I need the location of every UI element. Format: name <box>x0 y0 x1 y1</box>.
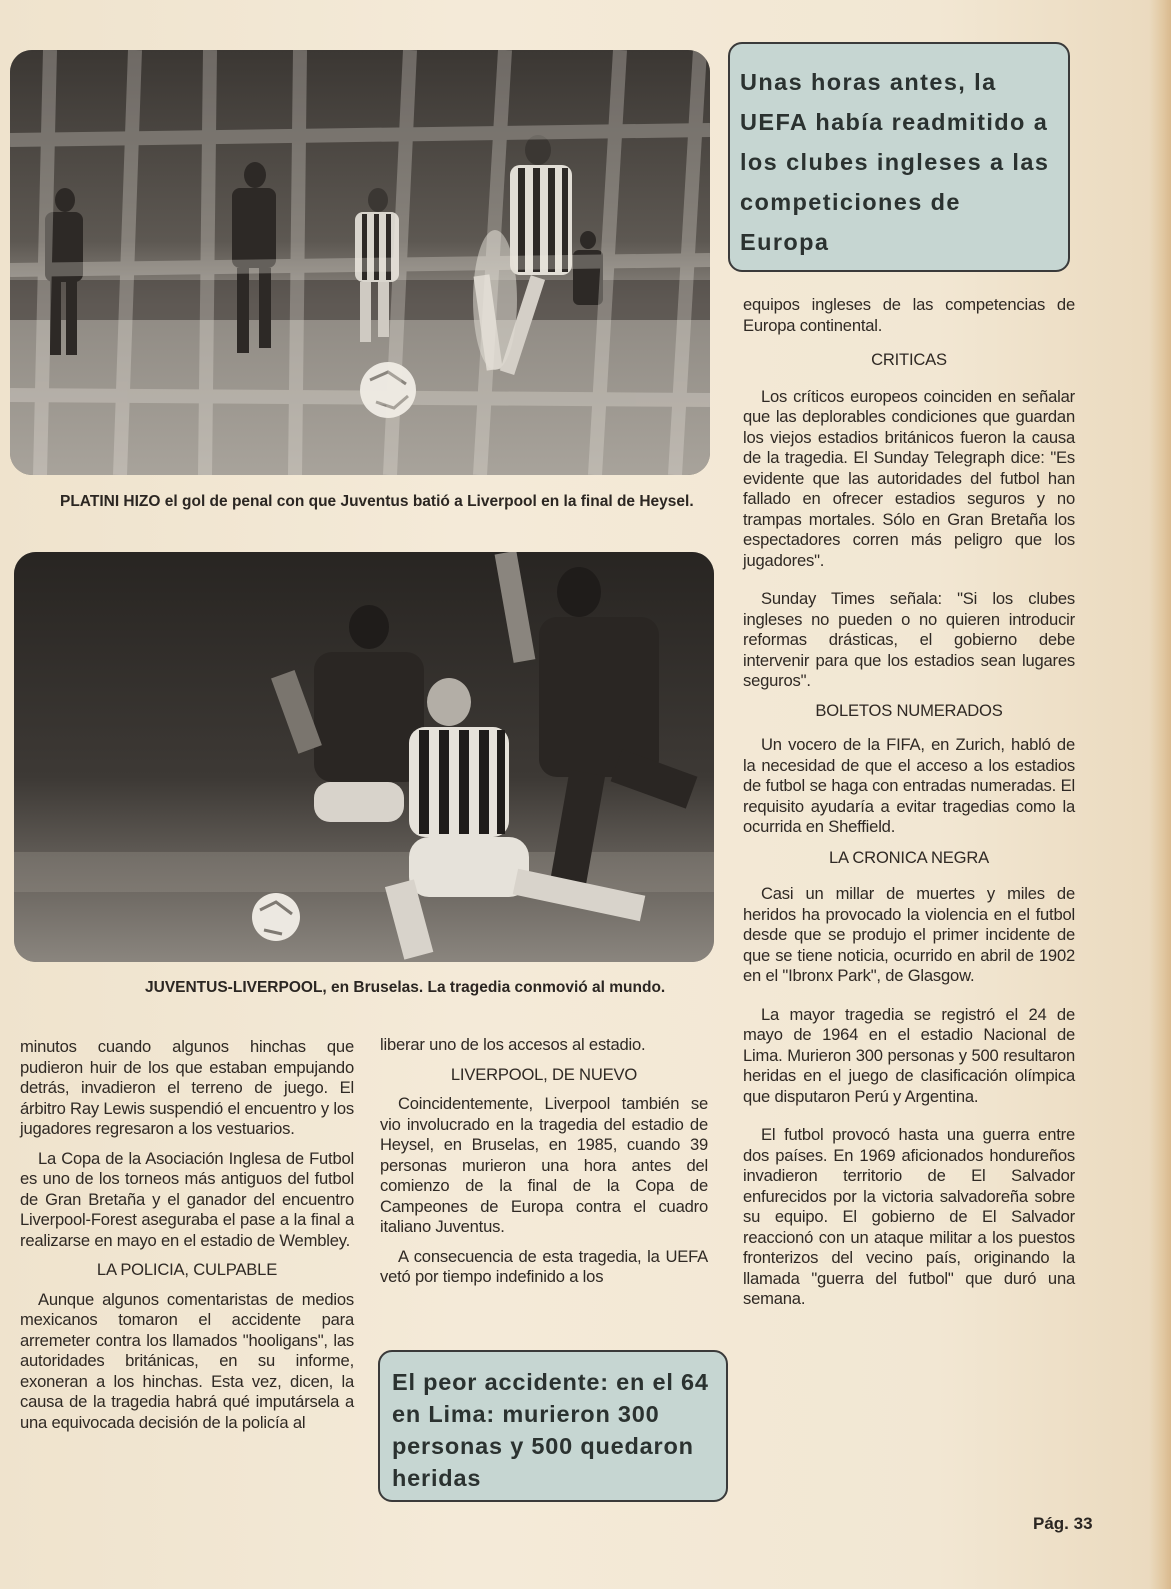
section-heading: LA POLICIA, CULPABLE <box>96 1260 278 1279</box>
paragraph: La mayor tragedia se registró el 24 de mayo de 1964 en el estadio Nacional de Lima. Murieron 300 personas y 500 resultaron heridas en el juego de clasificación olímpica que disputaron Perú y Argentina. <box>743 1004 1075 1106</box>
paragraph: Los críticos europeos coinciden en señalar que las deplorables condiciones que guardan los viejos estadios británicos fueron la causa de la tragedia. El Sunday Telegraph dice: "Es evidente que las autoridades del futbol han fallado en ofrecer estadios seguros y no trampas mortales. Sólo en Gran Bretaña los espectadores corren más peligro que los jugadores". <box>743 386 1075 570</box>
paragraph: La Copa de la Asociación Inglesa de Futbol es uno de los torneos más antiguos del futbol de Gran Bretaña y el ganador del encuentro Liverpool-Forest aseguraba el pase a la final a realizarse en mayo en el estadio de Wembley. <box>20 1148 354 1250</box>
paragraph: A consecuencia de esta tragedia, la UEFA vetó por tiempo indefinido a los <box>380 1246 708 1286</box>
paragraph: Un vocero de la FIFA, en Zurich, habló de la necesidad de que el acceso a los estadios de futbol se haga con entradas numeradas. El requisito ayudaría a evitar tragedias como la ocurrida en Sheffield. <box>743 735 1075 836</box>
paragraph: Sunday Times señala: "Si los clubes ingleses no pueden o no quieren introducir reformas drásticas, el gobierno debe intervenir para que los estadios sean lugares seguros". <box>743 589 1075 690</box>
section-heading: BOLETOS NUMERADOS <box>815 700 1003 720</box>
caption-photo2 <box>145 977 725 998</box>
paragraph: El futbol provocó hasta una guerra entre dos países. En 1969 aficionados hondureños invadieron territorio de El Salvador enfurecidos por la victoria salvadoreña sobre su equipo. El gobierno de El Salvador reaccionó con un ataque militar a los puestos fronterizos del vecino país, originando la llamada "guerra del futbol" que duró una semana. <box>743 1125 1075 1308</box>
caption-text: el gol de penal con que Juventus batió a Liverpool en la final de Heysel. <box>160 493 694 510</box>
photo-platini-penalty <box>10 50 710 475</box>
photo-icon <box>14 552 714 962</box>
article-column-2 <box>380 1035 708 1297</box>
photo-juventus-liverpool <box>14 552 714 962</box>
callout-lima: El peor accidente: en el 64 en Lima: murieron 300 personas y 500 quedaron heridas <box>378 1350 728 1502</box>
callout-uefa: Unas horas antes, la UEFA había readmitido a los clubes ingleses a las competiciones de Europa <box>728 42 1070 272</box>
caption-photo1 <box>60 491 710 512</box>
caption-lead: JUVENTUS-LIVERPOOL <box>145 979 323 996</box>
paragraph: liberar uno de los accesos al estadio. <box>380 1035 646 1054</box>
paragraph: Aunque algunos comentaristas de medios mexicanos tomaron el accidente para arremeter contra los llamados "hooligans", las autoridades británicas, en su informe, exoneran a los hinchas. Esta vez, dicen, la causa de la tragedia habrá qué imputársela a una equivocada decisión de la policía al <box>20 1289 354 1432</box>
caption-lead: PLATINI HIZO <box>60 493 161 510</box>
paragraph: minutos cuando algunos hinchas que pudieron huir de los que estaban empujando detrás, invadieron el terreno de juego. El árbitro Ray Lewis suspendió el encuentro y los jugadores regresaron a los vestuarios. <box>20 1037 354 1138</box>
photo-icon <box>10 50 710 475</box>
paragraph: equipos ingleses de las competencias de Europa continental. <box>743 295 1075 335</box>
page-edge <box>1149 0 1171 1589</box>
section-heading: LA CRONICA NEGRA <box>828 847 989 867</box>
section-heading: LIVERPOOL, DE NUEVO <box>450 1064 638 1084</box>
caption-text: , en Bruselas. La tragedia conmovió al mundo. <box>322 979 666 996</box>
paragraph: Coincidentemente, Liverpool también se vio involucrado en la tragedia del estadio de Heysel, en Bruselas, en 1985, cuando 39 personas murieron una hora antes del comienzo de la final de la Copa de Campeones de Europa contra el cuadro italiano Juventus. <box>380 1094 708 1236</box>
paragraph: Casi un millar de muertes y miles de heridos ha provocado la violencia en el futbol desde que se produjo el primer incidente de que se tiene noticia, ocurrido en abril de 1902 en el "Ibronx Park", de Glasgow. <box>743 884 1075 985</box>
page-number: Pág. 33 <box>1033 1514 1093 1533</box>
article-column-1 <box>20 1037 354 1442</box>
article-column-3 <box>743 295 1075 1319</box>
section-heading: CRITICAS <box>871 350 947 369</box>
